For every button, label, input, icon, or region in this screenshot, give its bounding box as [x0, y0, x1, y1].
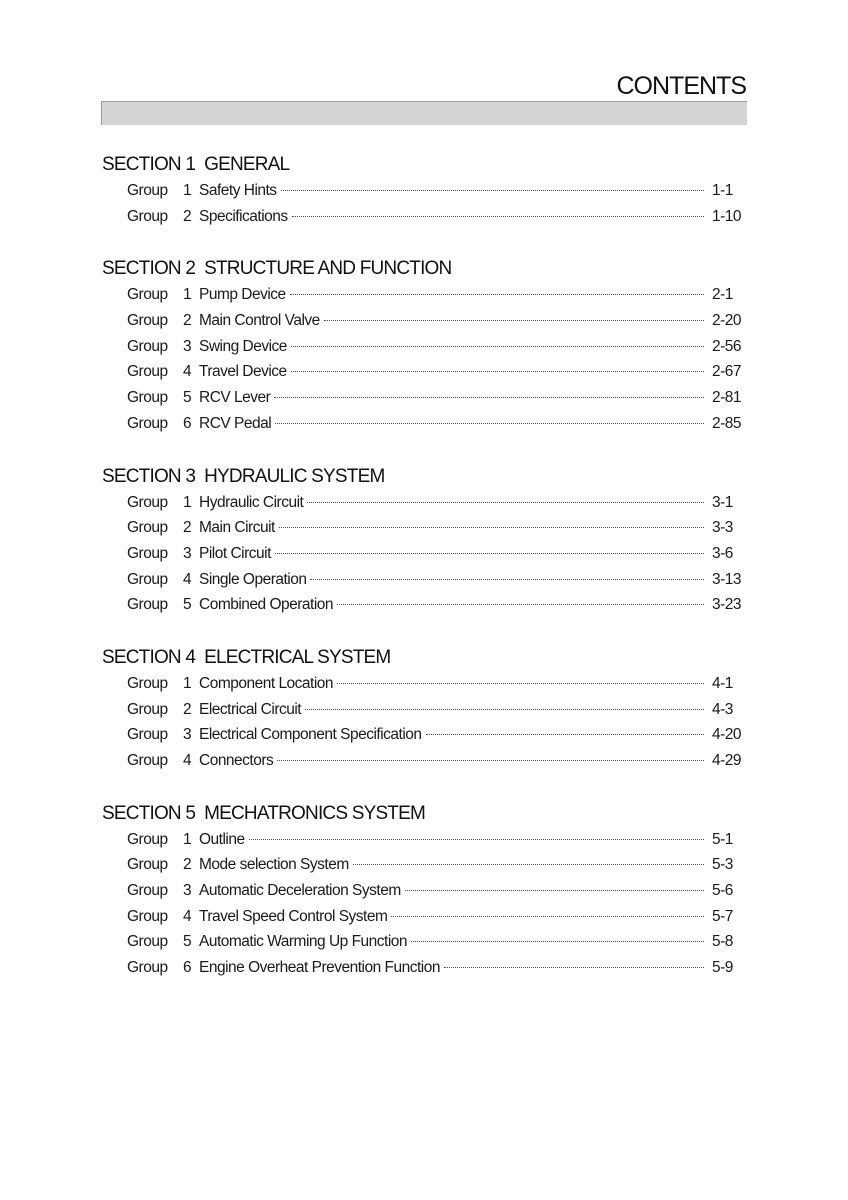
dot-leader [290, 294, 704, 295]
group-number: 5 [183, 596, 192, 614]
page-number: 5-3 [712, 856, 733, 874]
page-number: 4-3 [712, 700, 733, 718]
group-label: Group [127, 544, 168, 562]
group-label: Group [127, 959, 168, 977]
dot-leader [274, 397, 704, 398]
group-number: 1 [183, 830, 192, 848]
dot-leader [305, 709, 704, 710]
group-number: 3 [183, 337, 192, 355]
group-label: Group [127, 700, 168, 718]
section-heading[interactable] [102, 464, 744, 490]
group-label: Group [127, 414, 168, 432]
entry-title: Travel Device [199, 363, 287, 381]
group-label: Group [127, 182, 168, 199]
dot-leader [307, 502, 704, 503]
dot-leader [426, 734, 704, 735]
entry-title: Hydraulic Circuit [199, 493, 304, 511]
section-title: STRUCTURE AND FUNCTION [204, 258, 452, 280]
section-title: HYDRAULIC SYSTEM [204, 465, 385, 487]
section-title: MECHATRONICS SYSTEM [204, 802, 426, 824]
toc-entry[interactable] [102, 282, 744, 308]
entry-title: Safety Hints [199, 182, 277, 199]
section-title: ELECTRICAL SYSTEM [204, 646, 391, 668]
entry-title: Pilot Circuit [199, 544, 271, 562]
page-number: 5-7 [712, 907, 733, 925]
dot-leader [337, 683, 704, 684]
dot-leader [324, 320, 704, 321]
toc-entry[interactable] [102, 955, 744, 981]
dot-leader [337, 604, 704, 605]
group-label: Group [127, 907, 168, 925]
page-number: 4-1 [712, 674, 733, 692]
group-number: 3 [183, 726, 192, 744]
group-number: 6 [183, 959, 192, 977]
page-number: 2-20 [712, 312, 742, 330]
group-number: 1 [183, 286, 192, 304]
toc-entry[interactable] [102, 878, 744, 904]
toc-entry[interactable] [102, 490, 744, 516]
toc-entry[interactable] [102, 827, 744, 853]
page-number: 5-6 [712, 882, 733, 900]
group-number: 4 [183, 752, 192, 769]
dot-leader [411, 941, 704, 942]
toc-entry[interactable] [102, 671, 744, 697]
group-label: Group [127, 207, 168, 225]
group-number: 2 [183, 856, 192, 874]
section-heading[interactable] [102, 645, 744, 671]
entry-title: Specifications [199, 207, 288, 225]
page-number: 4-29 [712, 752, 742, 769]
dot-leader [275, 423, 704, 424]
toc-entry[interactable] [102, 929, 744, 955]
entry-title: RCV Pedal [199, 414, 272, 432]
page-number: 2-85 [712, 414, 742, 432]
dot-leader [277, 760, 704, 761]
page-number: 5-1 [712, 830, 733, 848]
group-number: 6 [183, 414, 192, 432]
group-label: Group [127, 726, 168, 744]
group-number: 3 [183, 882, 192, 900]
entry-title: Combined Operation [199, 596, 334, 614]
toc-section [102, 256, 744, 436]
group-number: 1 [183, 493, 192, 511]
toc-entry[interactable] [102, 204, 744, 230]
toc-entry[interactable] [102, 748, 744, 774]
page-number: 3-3 [712, 519, 733, 537]
entry-title: Engine Overheat Prevention Function [199, 959, 440, 977]
group-label: Group [127, 596, 168, 614]
dot-leader [353, 864, 704, 865]
toc-entry[interactable] [102, 904, 744, 930]
toc-entry[interactable] [102, 722, 744, 748]
toc-section [102, 152, 744, 229]
dot-leader [279, 527, 704, 528]
group-label: Group [127, 674, 168, 692]
toc-entry[interactable] [102, 592, 744, 618]
group-label: Group [127, 752, 168, 769]
toc-entry[interactable] [102, 385, 744, 411]
page-number: 3-13 [712, 570, 742, 588]
toc-entry[interactable] [102, 308, 744, 334]
entry-title: Main Control Valve [199, 312, 320, 330]
section-number: SECTION 2 [102, 258, 196, 280]
toc-entry[interactable] [102, 334, 744, 360]
title-bar [101, 101, 747, 125]
group-label: Group [127, 389, 168, 407]
section-number: SECTION 4 [102, 646, 196, 668]
group-number: 4 [183, 570, 192, 588]
dot-leader [291, 346, 704, 347]
group-number: 3 [183, 544, 192, 562]
group-number: 2 [183, 700, 192, 718]
toc-entry[interactable] [102, 359, 744, 385]
page-title: CONTENTS [616, 72, 746, 100]
dot-leader [249, 839, 704, 840]
dot-leader [444, 967, 704, 968]
toc-section [102, 645, 744, 774]
page-number: 2-1 [712, 286, 733, 304]
entry-title: Single Operation [199, 570, 307, 588]
toc-entry[interactable] [102, 411, 744, 437]
group-label: Group [127, 882, 168, 900]
group-label: Group [127, 830, 168, 848]
page-number: 4-20 [712, 726, 742, 744]
group-number: 1 [183, 674, 192, 692]
toc-section [102, 801, 744, 981]
section-heading[interactable] [102, 152, 744, 178]
toc-entry[interactable] [102, 541, 744, 567]
toc-entry[interactable] [102, 515, 744, 541]
toc-entry[interactable] [102, 567, 744, 593]
section-number: SECTION 1 [102, 154, 196, 175]
toc-entry[interactable] [102, 178, 744, 204]
group-number: 4 [183, 907, 192, 925]
section-heading[interactable] [102, 256, 744, 282]
page-number: 3-23 [712, 596, 742, 614]
group-label: Group [127, 363, 168, 381]
page-number: 3-6 [712, 544, 733, 562]
toc-entry[interactable] [102, 697, 744, 723]
dot-leader [291, 371, 704, 372]
page-number: 1-1 [712, 182, 733, 199]
page-number: 1-10 [712, 207, 742, 225]
group-label: Group [127, 312, 168, 330]
section-number: SECTION 5 [102, 802, 196, 824]
table-of-contents [102, 152, 744, 1008]
dot-leader [281, 190, 704, 191]
entry-title: Electrical Circuit [199, 700, 302, 718]
entry-title: Swing Device [199, 337, 287, 355]
group-number: 5 [183, 389, 192, 407]
section-title: GENERAL [204, 154, 290, 175]
entry-title: Main Circuit [199, 519, 275, 537]
entry-title: Automatic Warming Up Function [199, 933, 408, 951]
group-label: Group [127, 933, 168, 951]
entry-title: Pump Device [199, 286, 286, 304]
group-number: 1 [183, 182, 192, 199]
page-number: 2-67 [712, 363, 742, 381]
group-label: Group [127, 519, 168, 537]
group-number: 2 [183, 207, 192, 225]
page-number: 5-9 [712, 959, 733, 977]
entry-title: Automatic Deceleration System [199, 882, 401, 900]
entry-title: Travel Speed Control System [199, 907, 388, 925]
group-label: Group [127, 337, 168, 355]
entry-title: Electrical Component Specification [199, 726, 422, 744]
dot-leader [310, 579, 704, 580]
dot-leader [275, 553, 704, 554]
section-heading[interactable] [102, 801, 744, 827]
group-label: Group [127, 493, 168, 511]
dot-leader [391, 916, 704, 917]
group-number: 4 [183, 363, 192, 381]
entry-title: Component Location [199, 674, 334, 692]
group-label: Group [127, 856, 168, 874]
page-number: 5-8 [712, 933, 733, 951]
entry-title: Mode selection System [199, 856, 349, 874]
entry-title: Outline [199, 830, 245, 848]
dot-leader [405, 890, 704, 891]
entry-title: Connectors [199, 752, 274, 769]
group-label: Group [127, 286, 168, 304]
page-number: 3-1 [712, 493, 733, 511]
group-number: 2 [183, 519, 192, 537]
section-number: SECTION 3 [102, 465, 196, 487]
group-number: 5 [183, 933, 192, 951]
group-label: Group [127, 570, 168, 588]
toc-section [102, 464, 744, 618]
page-number: 2-56 [712, 337, 742, 355]
entry-title: RCV Lever [199, 389, 271, 407]
toc-entry[interactable] [102, 852, 744, 878]
page-number: 2-81 [712, 389, 742, 407]
group-number: 2 [183, 312, 192, 330]
dot-leader [292, 216, 704, 217]
